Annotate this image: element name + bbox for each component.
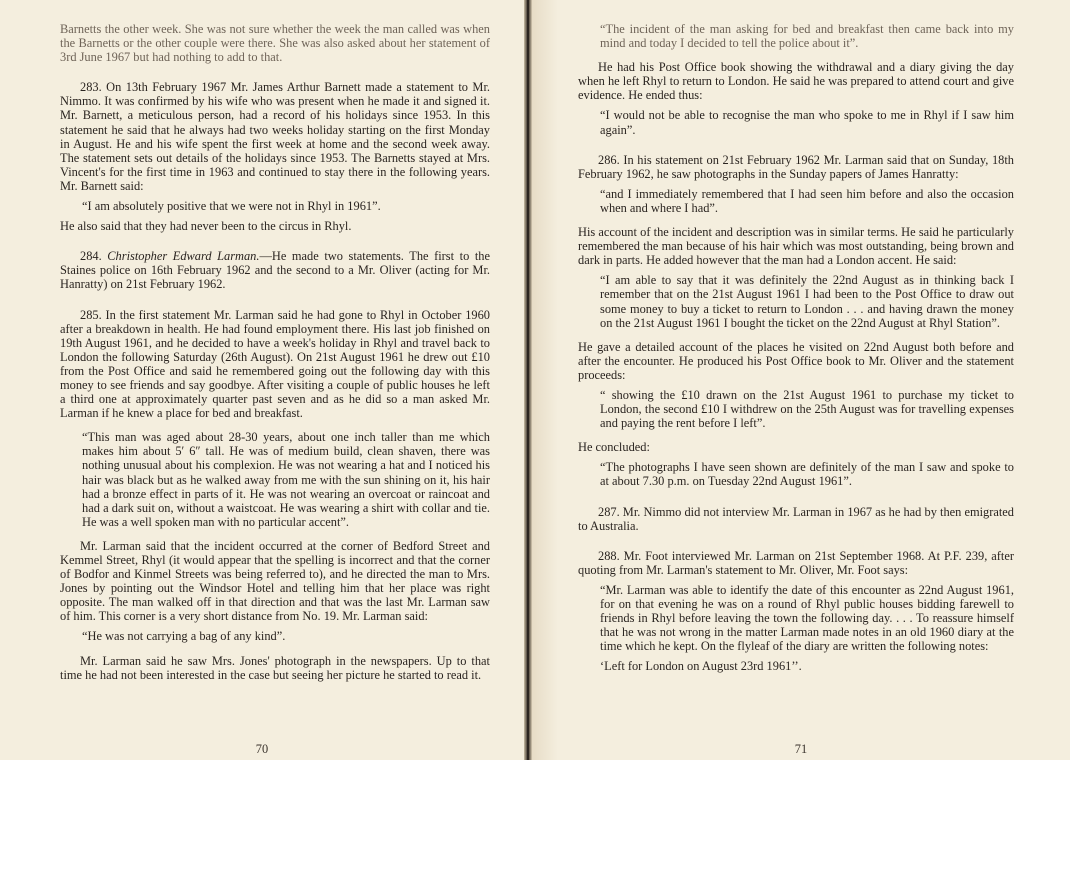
right-page [532,0,1070,760]
paragraph-284-number: 284. [80,249,102,264]
quote-continuation: “The incident of the man asking for bed and breakfast then came back into my mind and today I decided to tell the police about it”. [600,22,1014,51]
quote-recognise: “I would not be able to recognise the man who spoke to me in Rhyl if I saw him again”. [600,108,1014,137]
paragraph-285c: Mr. Larman said he saw Mrs. Jones' photograph in the newspapers. Up to that time he had not been interested in the case but seeing her picture he started to read it. [60,653,490,682]
quote-286c: “ showing the £10 drawn on the 21st August 1961 to purchase my ticket to London, the second £10 I withdrew on the 25th August was for travelling expenses and paying the rent before I left”. [600,387,1014,431]
paragraph-286: 286. In his statement on 21st February 1962 Mr. Larman said that on Sunday, 18th February 1962, he saw photographs in the Sunday papers of James Hanratty: [578,152,1014,181]
quote-283: “I am absolutely positive that we were not in Rhyl in 1961”. [82,199,381,214]
paragraph-284-text: —He made two statements. The first to the Staines police on 16th February 1962 and the second to a Mr. Oliver (acting for Mr. Hanratty) on 21st February 1962. [60,249,491,292]
quote-288b: ‘Left for London on August 23rd 1961’’. [600,659,802,674]
paragraph-286c: He gave a detailed account of the places he visited on 22nd August both before and after the encounter. He produced his Post Office book to Mr. Oliver and the statement proceeds: [578,339,1014,382]
paragraph-287: 287. Mr. Nimmo did not interview Mr. Larman in 1967 as he had by then emigrated to Australia. [578,504,1014,533]
paragraph-continuation: Barnetts the other week. She was not sure whether the week the man called was when the Barnetts or the other couple were there. She was also asked about her statement of 3rd June 1967 but had nothing to add to that. [60,22,490,65]
paragraph-285b: Mr. Larman said that the incident occurred at the corner of Bedford Street and Kemmel Street, Rhyl (it would appear that the spelling is incorrect and that the corner of Bodfor and Kinmel Streets was being referred to), and he directed the man to Mrs. Jones by pointing out the Windsor Hotel and telling him that her place was right opposite. The man walked off in that direction and that was the last Mr. Larman saw of him. This corner is a very short distance from No. 19. Mr. Larman said: [60,538,490,624]
left-page [0,0,524,760]
paragraph-283: 283. On 13th February 1967 Mr. James Arthur Barnett made a statement to Mr. Nimmo. It was confirmed by his wife who was present when he made it and signed it. Mr. Barnett, a meticulous person, had a record of his holidays since 1953. In this statement he said that he always had two weeks holiday starting on the first Monday in August. He and his wife spent the first week at home and the second week away. The statement sets out details of the holidays since 1953. The Barnetts stayed at Mrs. Vincent's for the first time in 1963 and continued to stay there in the following years. Mr. Barnett said: [60,80,490,193]
quote-286b: “I am able to say that it was definitely the 22nd August as in thinking back I remember that on the 21st August 1961 I had been to the Post Office to draw out some money to buy a ticket to return to London . . . and having drawn the money on the 21st August 1961 I bought the ticket on the 22nd August at Rhyl Station”. [600,273,1014,330]
paragraph-286d: He concluded: [578,440,650,455]
quote-286d: “The photographs I have seen shown are definitely of the man I saw and spoke to at about 7.30 p.m. on Tuesday 22nd August 1961”. [600,460,1014,489]
page-number-left: 70 [255,742,269,756]
paragraph-288: 288. Mr. Foot interviewed Mr. Larman on 21st September 1968. At P.F. 239, after quoting from Mr. Larman's statement to Mr. Oliver, Mr. Foot says: [578,548,1014,577]
quote-285: “This man was aged about 28-30 years, about one inch taller than me which makes him about 5′ 6″ tall. He was of medium build, clean shaven, there was nothing unusual about his complexion. He was not wearing a hat and I noticed his hair was black but as he walked away from me with the sun shining on it, his hair had a bronze effect in parts of it. He was not wearing an overcoat or raincoat and had a dark suit on, without a waistcoat. He was wearing a shirt with collar and tie. He was a well spoken man with no particular accent”. [82,430,490,529]
page-number-right: 71 [794,742,808,756]
paragraph-284-name: Christopher Edward Larman. [107,249,260,264]
paragraph-284 [60,249,490,291]
quote-286: “and I immediately remembered that I had seen him before and also the occasion when and where I had”. [600,186,1014,215]
paragraph-286b: His account of the incident and description was in similar terms. He said he particularly remembered the man because of his hair which was most outstanding, being brown and dark in parts. He added however that the man had a London accent. He said: [578,225,1014,268]
paragraph-285: 285. In the first statement Mr. Larman said he had gone to Rhyl in October 1960 after a breakdown in health. He had found employment there. His last job finished on 19th August 1961, and he decided to have a week's holiday in Rhyl and travel back to London the following Saturday (26th August). On 21st August 1961 he drew out £10 from the Post Office and said he remembered going out the following day with this money to see friends and say goodbye. After visiting a couple of public houses he left a third one at approximately quarter past seven and as he did so a man asked Mr. Larman if he knew a place for bed and breakfast. [60,307,490,421]
spine-line [527,0,529,760]
quote-288: “Mr. Larman was able to identify the date of this encounter as 22nd August 1961, for on that evening he was on a round of Rhyl public houses bidding farewell to friends in Rhyl before leaving the town the following day. . . . To reassure himself that he was not wrong in the matter Larman made notes in an old 1960 diary at the time which he kept. On the flyleaf of the diary are written the following notes: [600,582,1014,654]
paragraph-post-office: He had his Post Office book showing the withdrawal and a diary giving the day when he left Rhyl to return to London. He said he was prepared to attend court and give evidence. He ended thus: [578,60,1014,103]
paragraph-283b: He also said that they had never been to the circus in Rhyl. [60,219,352,234]
quote-285b: “He was not carrying a bag of any kind”. [82,629,286,644]
